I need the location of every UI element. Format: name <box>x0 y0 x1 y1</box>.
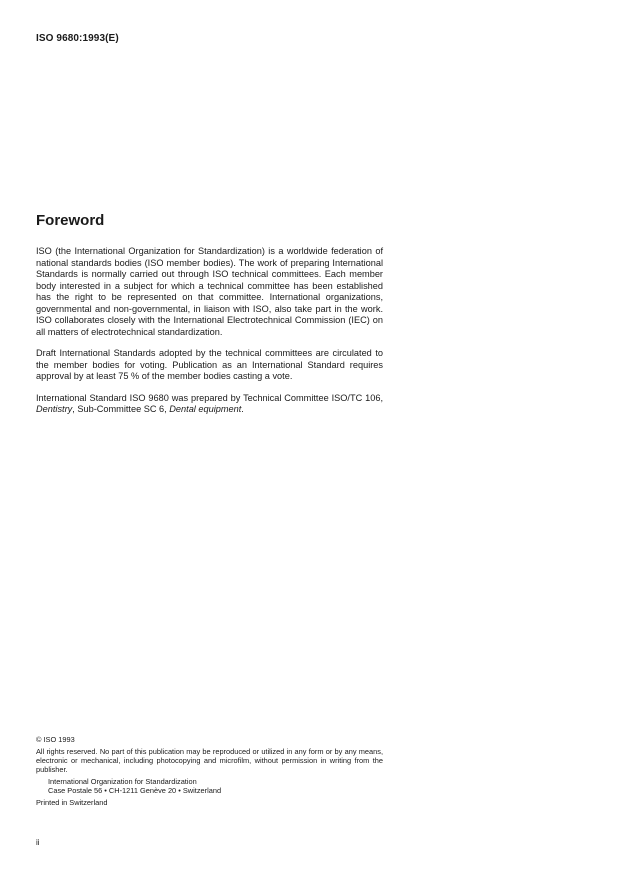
copyright-notice: © ISO 1993 <box>36 735 75 744</box>
copyright-footer <box>36 735 383 807</box>
organization-address: Case Postale 56 • CH-1211 Genève 20 • Switzerland <box>48 786 222 795</box>
foreword-paragraph-3 <box>36 393 383 416</box>
paragraph-3-mid: , Sub-Committee SC 6, <box>72 404 167 414</box>
foreword-paragraph-1: ISO (the International Organization for Standardization) is a worldwide federation of national standards bodies (ISO member bodies). The work of preparing International Standards is normally carried out through ISO technical committees. Each member body interested in a subject for which a technical committee has been established has the right to be represented on that committee. International organizations, governmental and non-governmental, in liaison with ISO, also take part in the work. ISO collaborates closely with the International Electrotechnical Commission (IEC) on all matters of electrotechnical standardization. <box>36 246 383 337</box>
publisher-address <box>36 777 383 795</box>
printed-in: Printed in Switzerland <box>36 798 108 807</box>
document-id: ISO 9680:1993(E) <box>36 33 119 44</box>
foreword-paragraph-2: Draft International Standards adopted by the technical committees are circulated to the member bodies for voting. Publication as an International Standard requires approval by at least 75 % of the member bodies casting a vote. <box>36 348 383 381</box>
foreword-body <box>36 246 383 426</box>
page-number: ii <box>36 838 40 847</box>
committee-name: Dentistry <box>36 404 73 414</box>
rights-statement: All rights reserved. No part of this publication may be reproduced or utilized in any form or by any means, electronic or mechanical, including photocopying and microfilm, without permission in writing from the publisher. <box>36 747 383 774</box>
paragraph-3-end: . <box>241 404 244 414</box>
organization-name: International Organization for Standardization <box>48 777 197 786</box>
foreword-heading: Foreword <box>36 212 105 229</box>
paragraph-3-lead: International Standard ISO 9680 was prepared by Technical Committee ISO/TC 106, <box>36 392 383 403</box>
subcommittee-name: Dental equipment <box>169 404 242 414</box>
